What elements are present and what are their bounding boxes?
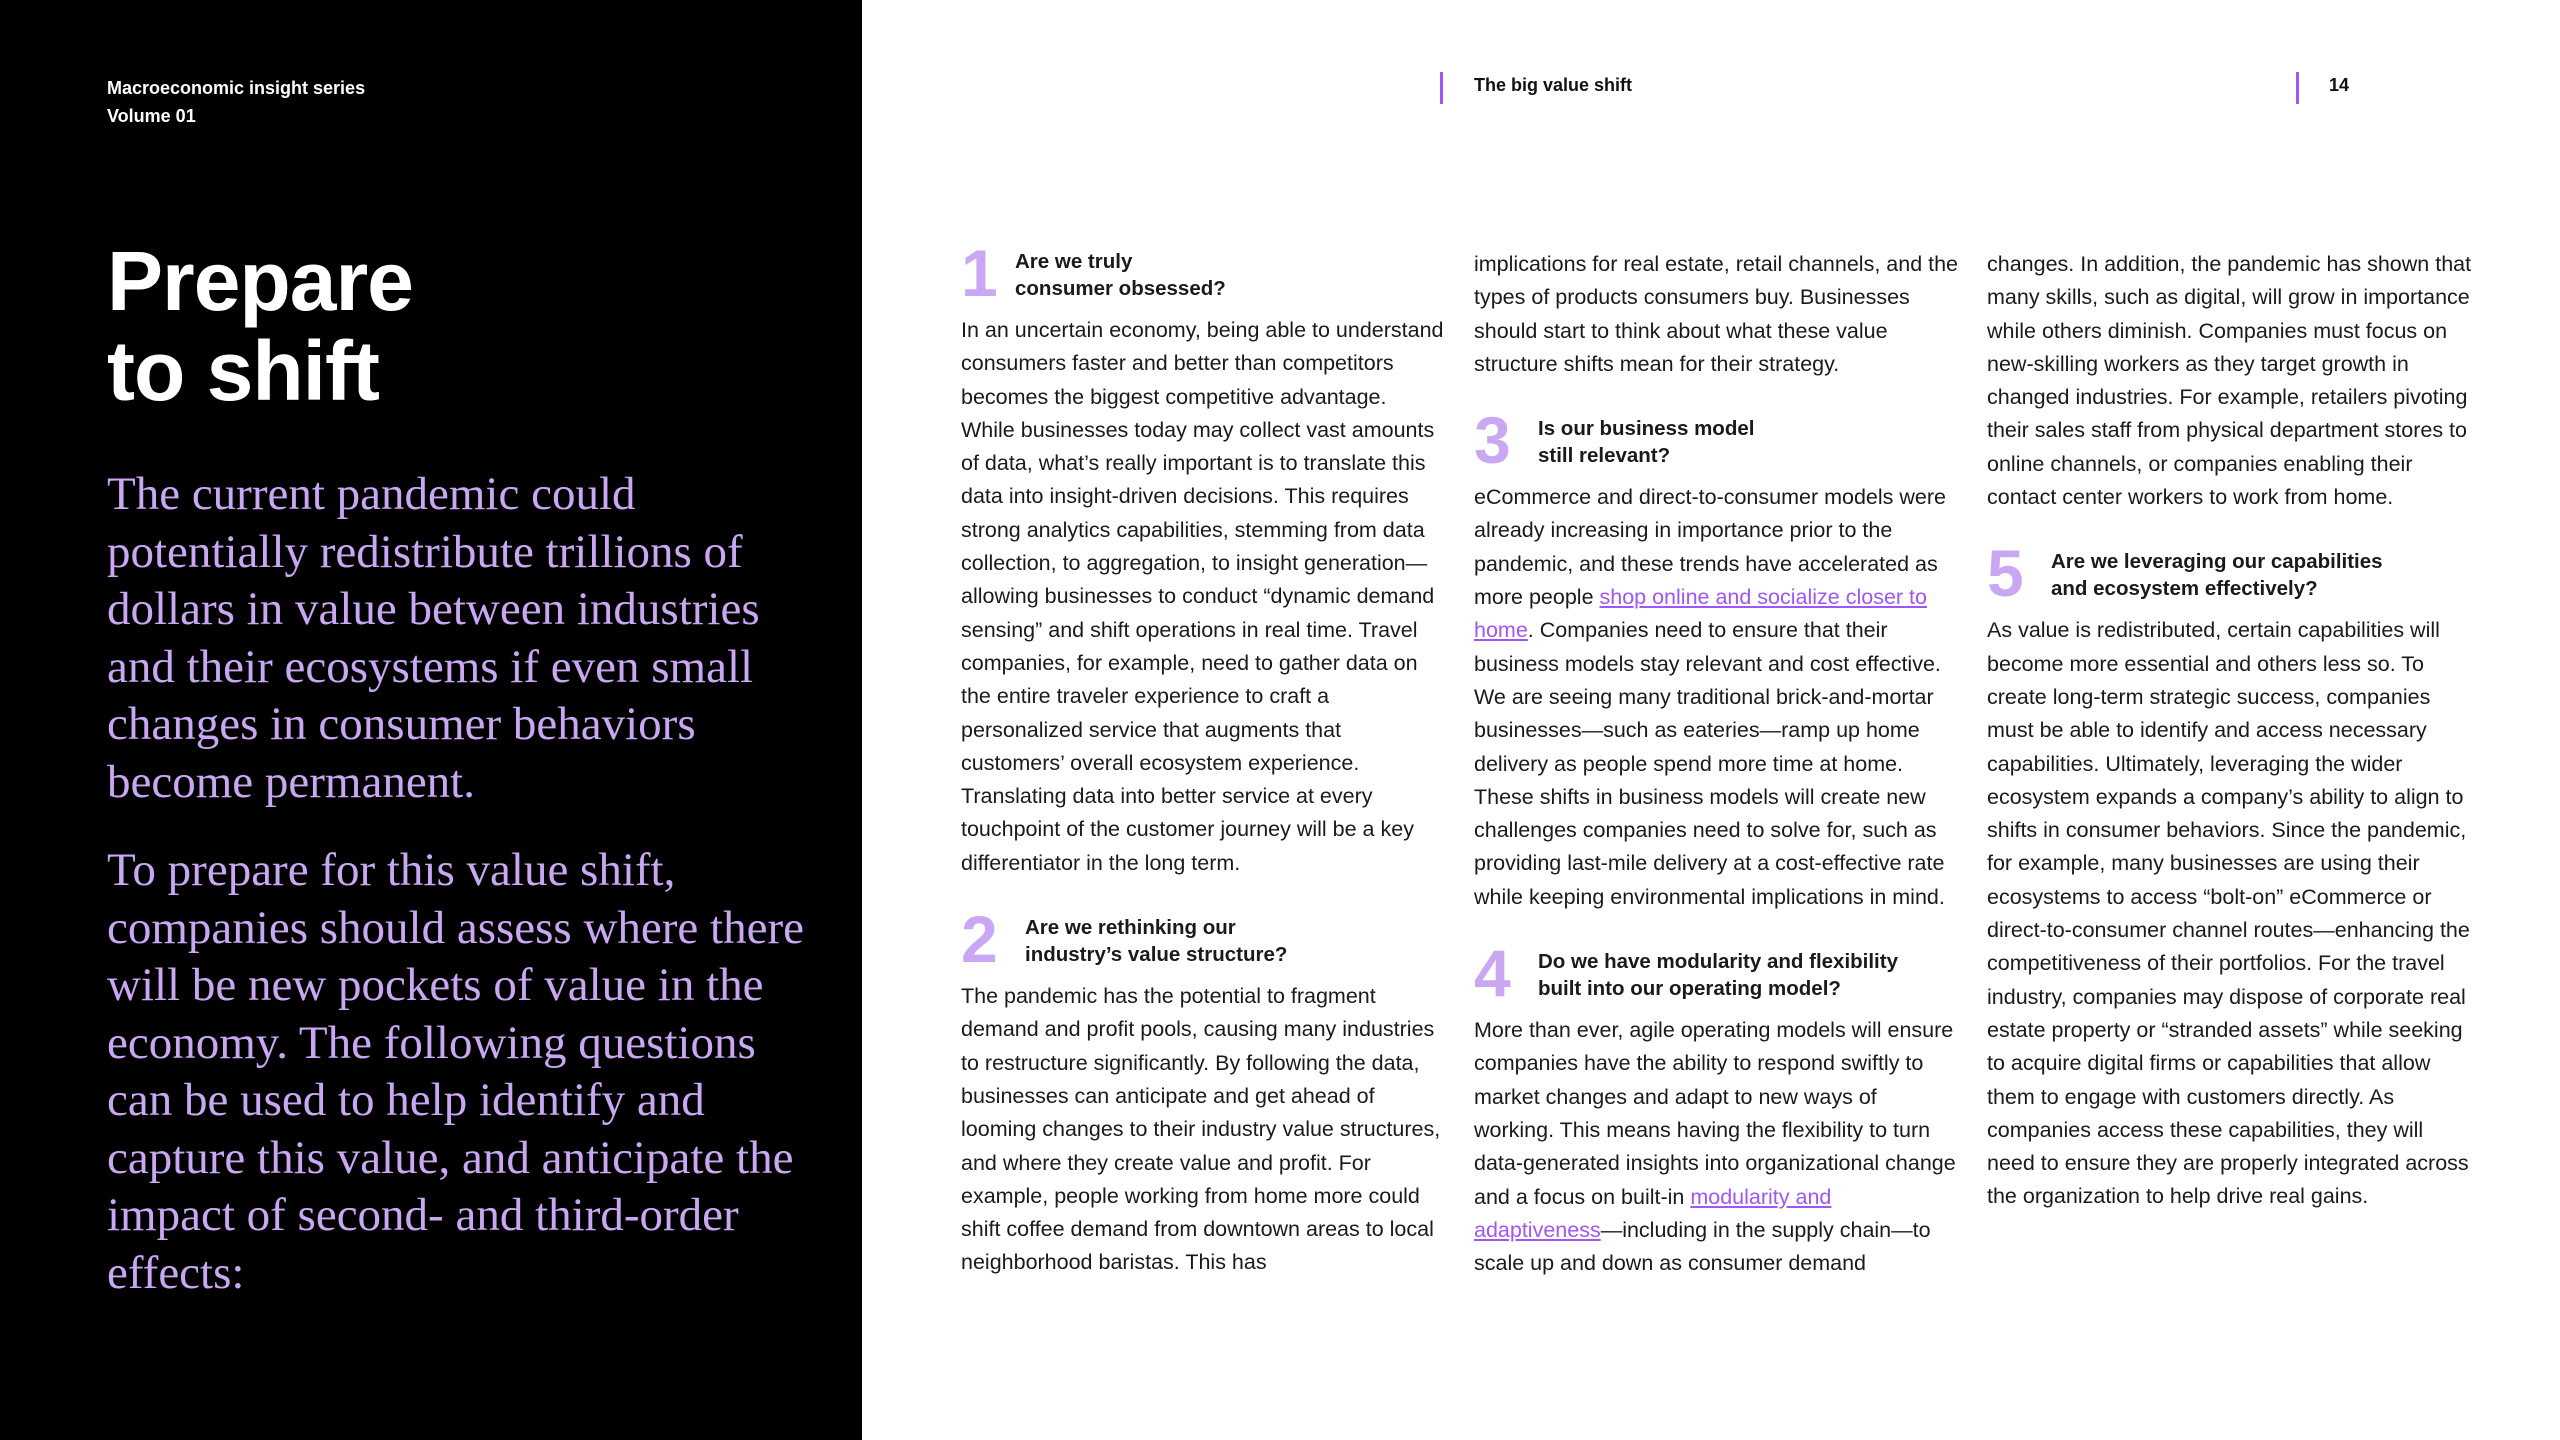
question-number: 1	[961, 236, 998, 310]
modularity-link[interactable]: modularity and adaptiveness	[1474, 1184, 1832, 1242]
question-5-body: As value is redistributed, certain capabilities will become more essential and others less so. To create long-term strategic success, companies must be able to identify and access necessary capabilities. Ultimately, leveraging the wider ecosystem expands a company’s ability to align to shifts in consumer behaviors. Since the pandemic, for example, many businesses are using their ecosystems to access “bolt-on” eCommerce or direct-to-consumer channel routes—enhancing the competitiveness of their portfolios. For the travel industry, companies may dispose of corporate real estate property or “stranded assets” while seeking to acquire digital firms or capabilities that allow them to engage with customers directly. As companies access these capabilities, they will need to ensure they are properly integrated across the organization to help drive real gains.	[1987, 618, 2470, 1209]
series-volume: Volume 01	[107, 106, 196, 126]
question-title-line: still relevant?	[1538, 444, 1671, 468]
body-text: More than ever, agile operating models will ensure companies have the ability to respond swiftly to market changes and adapt to new ways of working. This means having the flexibility to turn data-generated insights into organizational change and a focus on built-in	[1474, 1018, 1956, 1209]
question-2-body: The pandemic has the potential to fragment demand and profit pools, causing many industries to restructure significantly. By following the data, businesses can anticipate and get ahead of looming changes to their industry value structures, and where they create value and profit. For example, people working from home more could shift coffee demand from downtown areas to local neighborhood baristas. This has	[961, 984, 1441, 1275]
series-title: Macroeconomic insight series	[107, 78, 366, 98]
body-text: eCommerce and direct-to-consumer models were already increasing in importance prior to the pandemic, and these trends have accelerated as more people	[1474, 485, 1946, 610]
question-title	[1015, 914, 1446, 968]
question-2-body-continued: implications for real estate, retail channels, and the types of products consumers buy. Businesses should start to think about what these value structure shifts mean for their strategy.	[1474, 252, 1959, 376]
header-divider-right	[2296, 72, 2299, 104]
page-title-line2: to shift	[107, 324, 379, 418]
question-title	[1015, 248, 1446, 302]
question-4-heading	[1474, 936, 1959, 1011]
question-title	[1528, 948, 1959, 1002]
question-5-heading	[1987, 536, 2472, 611]
question-2-heading	[961, 902, 1446, 977]
question-1-heading	[961, 236, 1446, 310]
body-text: . Companies need to ensure that their business models stay relevant and cost effective. We are seeing many traditional brick-and-mortar businesses—such as eateries—ramp up home delivery as people spend more time at home. These shifts in business models will create new challenges companies need to solve for, such as providing last-mile delivery at a cost-effective rate while keeping environmental implications in mind.	[1474, 618, 1945, 909]
page-title-line1: Prepare	[107, 234, 413, 328]
body-text: —including in the supply chain—to scale up and down as consumer demand	[1474, 1217, 1931, 1276]
question-title-line: and ecosystem effectively?	[2051, 577, 2318, 601]
text-column-3	[1987, 248, 2472, 1214]
question-title	[2041, 548, 2472, 602]
lead-paragraph-2: To prepare for this value shift, companies should assess where there will be new pockets of value in the economy. The following questions can be used to help identify and capture this value, and anticipate the impact of second- and third-order effects:	[107, 844, 804, 1299]
section-title: The big value shift	[1474, 75, 1633, 95]
question-3-body	[1474, 481, 1959, 914]
page-number: 14	[2329, 75, 2350, 95]
question-4-body	[1474, 1014, 1959, 1280]
question-title-line: built into our operating model?	[1538, 977, 1841, 1001]
question-title-line: Are we truly	[1015, 250, 1133, 273]
question-title-line: Do we have modularity and flexibility	[1538, 950, 1898, 974]
question-number: 5	[1987, 536, 2024, 611]
question-3-heading	[1474, 403, 1959, 478]
text-column-2	[1474, 248, 1959, 1280]
left-panel	[0, 0, 862, 1440]
question-title-line: consumer obsessed?	[1015, 277, 1226, 300]
question-4-body-continued: changes. In addition, the pandemic has shown that many skills, such as digital, will grow in importance while others diminish. Companies must focus on new-skilling workers as they target growth in changed industries. For example, retailers pivoting their sales staff from physical department stores to online channels, or companies enabling their contact center workers to work from home.	[1987, 252, 2472, 510]
question-title-line: industry’s value structure?	[1025, 943, 1288, 967]
question-title-line: Are we rethinking our	[1025, 916, 1236, 940]
question-1-body: In an uncertain economy, being able to understand consumers faster and better than competitors becomes the biggest competitive advantage. While businesses today may collect vast amounts of data, what’s really important is to translate this data into insight-driven decisions. This requires strong analytics capabilities, stemming from data collection, to aggregation, to insight generation—allowing businesses to conduct “dynamic demand sensing” and shift operations in real time. Travel companies, for example, need to gather data on the entire traveler experience to craft a personalized service that augments that customers’ overall ecosystem experience. Translating data into better service at every touchpoint of the customer journey will be a key differentiator in the long term.	[961, 318, 1444, 875]
page-title	[107, 236, 413, 416]
header-divider-left	[1440, 72, 1443, 104]
question-title-line: Are we leveraging our capabilities	[2051, 550, 2383, 574]
question-number: 4	[1474, 936, 1511, 1011]
text-column-1	[961, 236, 1446, 1280]
question-number: 2	[961, 902, 998, 977]
series-label	[107, 74, 365, 130]
question-title-line: Is our business model	[1538, 417, 1755, 441]
lead-paragraph-1: The current pandemic could potentially redistribute trillions of dollars in value between industries and their ecosystems if even small changes in consumer behaviors become permanent.	[107, 468, 760, 808]
shop-online-link[interactable]: shop online and socialize closer to home	[1474, 585, 1927, 643]
question-title	[1528, 415, 1959, 469]
question-number: 3	[1474, 403, 1511, 478]
